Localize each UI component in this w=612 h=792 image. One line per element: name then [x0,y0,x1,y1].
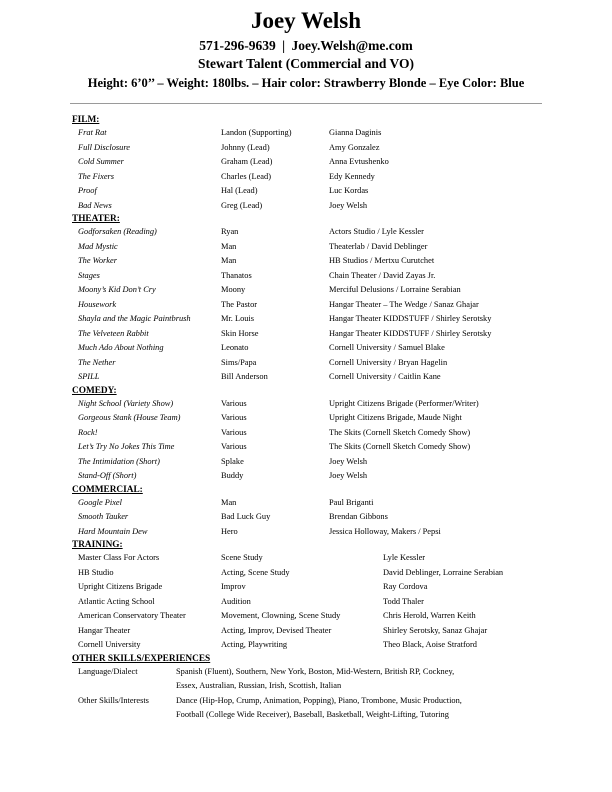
credit-title: Atlantic Acting School [78,596,155,606]
credit-company: Todd Thaler [383,596,424,606]
contact-line [0,38,612,54]
credit-role: Man [221,256,237,265]
credit-role: Hal (Lead) [221,186,258,195]
credit-role: Bad Luck Guy [221,512,271,521]
credit-company: Luc Kordas [329,186,369,195]
credit-role: Man [221,497,237,507]
credit-role: Leonato [221,343,249,352]
credit-title: Let’s Try No Jokes This Time [78,442,175,451]
credit-role: Improv [221,582,246,591]
training-row [72,580,542,595]
credit-title: The Velveteen Rabbit [78,328,149,338]
credit-role: Landon (Supporting) [221,128,292,137]
credit-title: Shayla and the Magic Paintbrush [78,314,191,323]
agency-line: Stewart Talent (Commercial and VO) [198,56,414,71]
training-row [72,566,542,581]
credit-title: Smooth Tauker [78,512,129,521]
credit-title: Frat Rat [78,128,107,137]
credit-role: Acting, Scene Study [221,567,290,577]
credit-role: Various [221,398,247,408]
theater-section [72,225,542,385]
film-heading: FILM: [72,115,100,125]
credit-title: Rock! [78,427,98,437]
credit-title: Gorgeous Stank (House Team) [78,413,181,422]
commercial-section [72,496,542,540]
credit-role: Splake [221,456,244,466]
credit-company: The Skits (Cornell Sketch Comedy Show) [329,442,471,451]
credit-title: SPILL [78,372,100,381]
credit-role: Various [221,427,247,437]
credit-company: Upright Citizens Brigade (Performer/Writer) [329,398,479,408]
film-row [72,199,542,214]
skill-category: Language/Dialect [78,666,138,676]
credit-title: Moony’s Kid Don’t Cry [78,285,156,294]
credit-title: Upright Citizens Brigade [78,582,163,591]
comedy-heading: COMEDY: [72,385,117,396]
resume-body [72,114,542,723]
credit-role: Graham (Lead) [221,157,273,166]
credit-company: Merciful Delusions / Lorraine Serabian [329,285,461,294]
skill-category: Other Skills/Interests [78,695,149,705]
skills-row [72,694,542,709]
theater-row [72,254,542,269]
comedy-row [72,455,542,470]
credit-company: Cornell University / Samuel Blake [329,343,445,352]
credit-company: Theaterlab / David Deblinger [329,241,428,251]
credit-title: Cold Summer [78,157,124,166]
theater-heading: THEATER: [72,214,120,224]
credit-title: Hangar Theater [78,625,131,635]
credit-role: Skin Horse [221,328,259,338]
credit-company: Shirley Serotsky, Sanaz Ghajar [383,625,488,635]
credit-title: Stand-Off (Short) [78,471,137,480]
credit-company: Anna Evtushenko [329,157,389,166]
credit-company: Chris Herold, Warren Keith [383,611,476,620]
skills-heading: OTHER SKILLS/EXPERIENCES [72,653,211,664]
comedy-section [72,397,542,484]
theater-row [72,341,542,356]
credit-company: Amy Gonzalez [329,142,380,152]
credit-role: Audition [221,596,251,606]
theater-row [72,240,542,255]
credit-company: Brendan Gibbons [329,512,388,521]
credit-company: Jessica Holloway, Makers / Pepsi [329,526,441,536]
credit-title: The Intimidation (Short) [78,456,160,466]
credit-role: Movement, Clowning, Scene Study [221,611,341,620]
training-heading: TRAINING: [72,540,123,550]
credit-role: The Pastor [221,299,258,309]
skill-detail: Spanish (Fluent), Southern, New York, Boston, Mid-Western, British RP, Cockney, [176,666,455,676]
theater-row [72,225,542,240]
credit-title: Hard Mountain Dew [78,526,148,536]
physical-stats: Height: 6’0’’ – Weight: 180lbs. – Hair color: Strawberry Blonde – Eye Color: Blue [87,76,525,90]
theater-row [72,283,542,298]
credit-company: The Skits (Cornell Sketch Comedy Show) [329,427,471,437]
email-address: Joey.Welsh@me.com [291,38,413,53]
credit-role: Various [221,442,247,451]
credit-title: Bad News [78,200,112,210]
credit-company: Paul Briganti [329,497,374,507]
credit-company: Joey Welsh [329,200,368,210]
skills-row [72,679,542,694]
credit-title: American Conservatory Theater [78,611,186,620]
credit-company: Cornell University / Bryan Hagelin [329,357,448,367]
credit-company: HB Studios / Mertxu Curutchet [329,256,435,265]
credit-company: Upright Citizens Brigade, Maude Night [329,413,462,422]
theater-row [72,327,542,342]
comedy-row [72,469,542,484]
credit-company: Hangar Theater KIDDSTUFF / Shirley Serotsky [329,314,492,323]
credit-title: The Nether [78,357,116,367]
comedy-row [72,411,542,426]
credit-company: Ray Cordova [383,582,428,591]
comedy-row [72,440,542,455]
skill-detail: Essex, Australian, Russian, Irish, Scottish, Italian [176,681,342,690]
skills-row [72,665,542,680]
training-row [72,551,542,566]
credit-title: The Worker [78,256,118,265]
credit-company: Hangar Theater – The Wedge / Sanaz Ghajar [329,299,479,309]
film-row [72,155,542,170]
film-row [72,184,542,199]
credit-company: Lyle Kessler [383,553,426,562]
credit-company: Edy Kennedy [329,171,375,181]
skill-detail: Dance (Hip-Hop, Crump, Animation, Popping), Piano, Trombone, Music Production, [176,695,462,705]
credit-title: Master Class For Actors [78,553,160,562]
training-row [72,609,542,624]
credit-title: Cornell University [78,640,141,649]
credit-company: Chain Theater / David Zayas Jr. [329,270,436,280]
theater-row [72,312,542,327]
credit-title: Mad Mystic [78,241,118,251]
credit-role: Thanatos [221,270,252,280]
film-row [72,170,542,185]
credit-title: Google Pixel [78,497,122,507]
credit-role: Ryan [221,227,239,236]
film-row [72,141,542,156]
film-section [72,126,542,213]
training-section [72,551,542,653]
credit-company: Cornell University / Caitlin Kane [329,372,441,381]
credit-role: Hero [221,526,238,536]
credit-title: Proof [78,186,97,195]
film-row [72,126,542,141]
credit-role: Man [221,241,237,251]
credit-role: Bill Anderson [221,372,268,381]
credit-company: Joey Welsh [329,456,368,466]
header-divider [70,103,542,104]
credit-role: Charles (Lead) [221,171,271,181]
credit-role: Acting, Playwriting [221,640,288,649]
credit-title: Night School (Variety Show) [78,398,174,408]
credit-title: Full Disclosure [78,142,131,152]
credit-role: Various [221,413,247,422]
training-row [72,595,542,610]
training-row [72,624,542,639]
credit-title: Godforsaken (Reading) [78,227,157,236]
credit-company: Actors Studio / Lyle Kessler [329,227,424,236]
skill-detail: Football (College Wide Receiver), Baseball, Basketball, Weight-Lifting, Tutoring [176,710,449,719]
phone-number: 571-296-9639 [199,38,276,53]
theater-row [72,356,542,371]
credit-role: Johnny (Lead) [221,142,270,152]
commercial-row [72,510,542,525]
credit-role: Acting, Improv, Devised Theater [221,625,332,635]
credit-role: Mr. Louis [221,314,255,323]
skills-section [72,665,542,723]
credit-company: Hangar Theater KIDDSTUFF / Shirley Serotsky [329,328,492,338]
credit-company: Theo Black, Aoise Stratford [383,640,477,649]
credit-company: Joey Welsh [329,471,368,480]
theater-row [72,269,542,284]
credit-role: Greg (Lead) [221,200,263,210]
training-row [72,638,542,653]
comedy-row [72,426,542,441]
skills-row [72,708,542,723]
resume-name: Joey Welsh [250,8,362,33]
theater-row [72,298,542,313]
commercial-heading: COMMERCIAL: [72,484,143,495]
credit-title: Housework [78,299,117,309]
credit-title: Much Ado About Nothing [78,343,164,352]
comedy-row [72,397,542,412]
credit-title: The Fixers [78,171,115,181]
credit-title: Stages [78,270,100,280]
credit-role: Sims/Papa [221,357,257,367]
credit-company: David Deblinger, Lorraine Serabian [383,567,504,577]
credit-company: Gianna Daginis [329,128,382,137]
theater-row [72,370,542,385]
credit-role: Buddy [221,471,244,480]
credit-role: Scene Study [221,553,263,562]
credit-title: HB Studio [78,567,114,577]
credit-role: Moony [221,285,246,294]
contact-separator: | [282,38,286,53]
commercial-row [72,496,542,511]
commercial-row [72,525,542,540]
